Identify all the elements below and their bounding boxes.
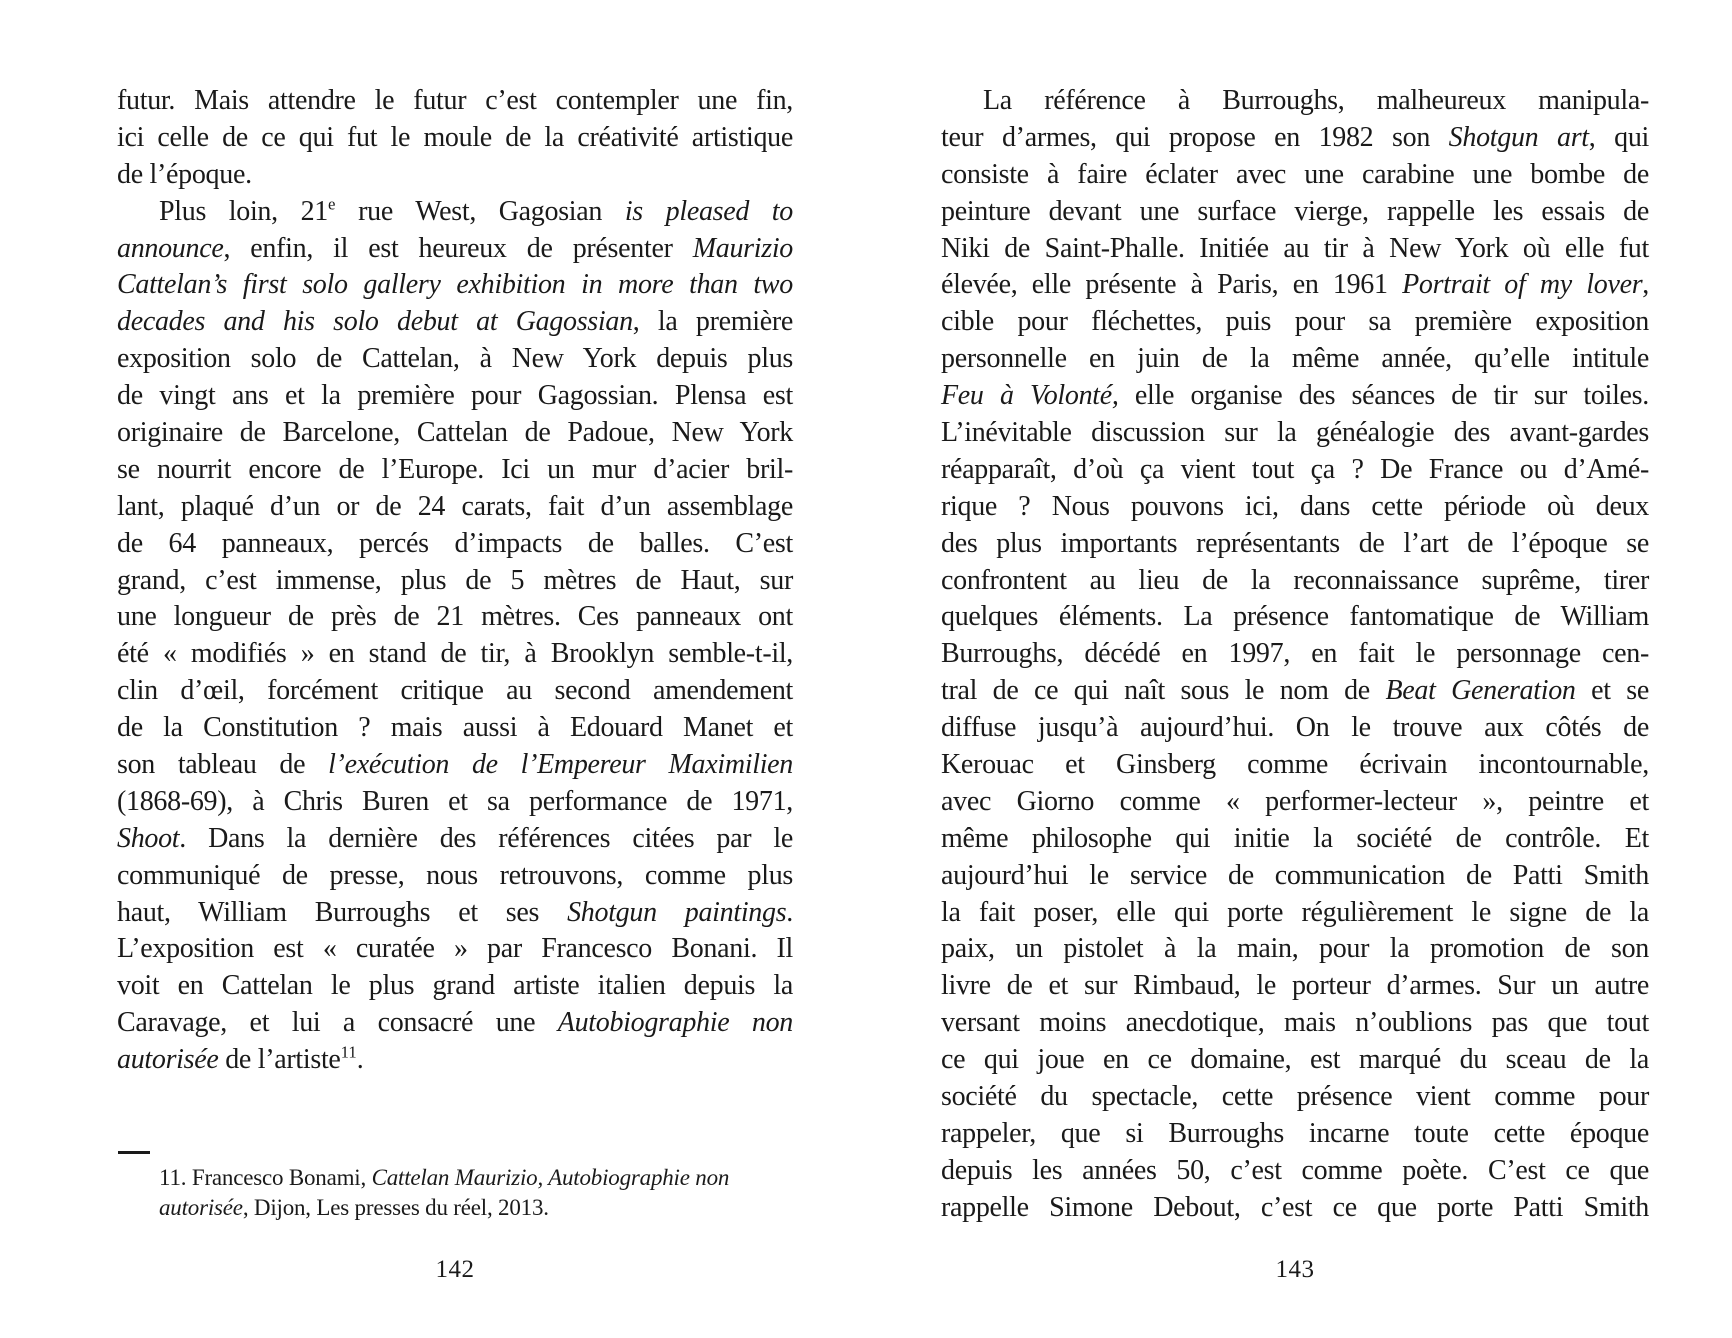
text-line: de la Constitution ? mais aussi à Edouard Manet et	[117, 712, 793, 744]
text-line: peinture devant une surface vierge, rappelle les essais de	[941, 195, 1649, 227]
text-line: rique ? Nous pouvons ici, dans cette période où deux	[941, 490, 1649, 522]
text-line: une longueur de près de 21 mètres. Ces panneaux ont	[117, 601, 793, 633]
text-line: depuis les années 50, c’est comme poète. C’est ce que	[941, 1154, 1649, 1186]
text-line: tral de ce qui naît sous le nom de Beat Generation et se	[941, 675, 1649, 707]
text-line: teur d’armes, qui propose en 1982 son Shotgun art, qui	[941, 121, 1650, 153]
page-left-text-column	[117, 83, 793, 1079]
page-right	[941, 0, 1649, 1338]
text-line: aujourd’hui le service de communication de Patti Smith	[941, 859, 1649, 891]
text-line: autorisée de l’artiste$^{11}$.	[117, 1042, 364, 1076]
text-line: été « modifiés » en stand de tir, à Brooklyn semble-t-il,	[117, 638, 793, 670]
footnote-rule	[118, 1151, 150, 1154]
text-line: personnelle en juin de la même année, qu’elle intitule	[941, 343, 1649, 375]
text-line: versant moins anecdotique, mais n’oublions pas que tout	[941, 1007, 1649, 1039]
text-line: se nourrit encore de l’Europe. Ici un mur d’acier bril-	[117, 453, 793, 485]
text-line: grand, c’est immense, plus de 5 mètres de Haut, sur	[117, 564, 793, 596]
text-line: decades and his solo debut at Gagossian, la première	[117, 306, 793, 338]
page-number-left: 142	[435, 1256, 475, 1283]
text-line: ici celle de ce qui fut le moule de la créativité artistique	[117, 121, 793, 153]
text-line: société du spectacle, cette présence vient comme pour	[941, 1081, 1649, 1113]
text-line: de l’époque.	[117, 158, 252, 190]
text-line: des plus importants représentants de l’art de l’époque se	[941, 527, 1649, 559]
text-line: quelques éléments. La présence fantomatique de William	[941, 601, 1649, 633]
text-line: consiste à faire éclater avec une carabine une bombe de	[941, 158, 1649, 190]
text-line: clin d’œil, forcément critique au second amendement	[117, 675, 793, 707]
text-line: avec Giorno comme « performer-lecteur », peintre et	[941, 785, 1649, 817]
text-line: futur. Mais attendre le futur c’est contempler une fin,	[117, 85, 793, 116]
text-line: rappelle Simone Debout, c’est ce que porte Patti Smith	[941, 1191, 1649, 1223]
text-line: diffuse jusqu’à aujourd’hui. On le trouve aux côtés de	[941, 712, 1649, 744]
text-line: de 64 panneaux, percés d’impacts de balles. C’est	[117, 527, 793, 559]
text-line: announce, enfin, il est heureux de présenter Maurizio	[117, 232, 793, 264]
text-line: la fait poser, elle qui porte régulièrement le signe de la	[941, 896, 1649, 928]
text-line: Feu à Volonté, elle organise des séances de tir sur toiles.	[941, 380, 1649, 412]
page-number-right: 143	[1275, 1256, 1315, 1283]
text-line: La référence à Burroughs, malheureux manipula-	[983, 85, 1649, 116]
page-left	[117, 0, 793, 1338]
footnote-line: autorisée, Dijon, Les presses du réel, 2013.	[159, 1195, 549, 1220]
footnote-section	[117, 1151, 793, 1223]
text-line: paix, un pistolet à la main, pour la promotion de son	[941, 933, 1649, 965]
text-line: Niki de Saint-Phalle. Initiée au tir à New York où elle fut	[941, 232, 1649, 264]
text-line: confrontent au lieu de la reconnaissance suprême, tirer	[941, 564, 1649, 596]
text-line: L’exposition est « curatée » par Francesco Bonani. Il	[117, 933, 793, 965]
text-line: ce qui joue en ce domaine, est marqué du sceau de la	[941, 1044, 1649, 1076]
text-line: élevée, elle présente à Paris, en 1961 Portrait of my lover,	[941, 269, 1649, 301]
text-line: cible pour fléchettes, puis pour sa première exposition	[941, 306, 1649, 338]
text-line: même philosophe qui initie la société de contrôle. Et	[941, 822, 1649, 854]
text-line: son tableau de l’exécution de l’Empereur Maximilien	[117, 749, 794, 781]
text-line: de vingt ans et la première pour Gagossian. Plensa est	[117, 380, 793, 412]
text-line: exposition solo de Cattelan, à New York depuis plus	[117, 343, 793, 375]
text-line: lant, plaqué d’un or de 24 carats, fait d’un assemblage	[117, 490, 793, 522]
text-line: Caravage, et lui a consacré une Autobiographie non	[117, 1007, 793, 1039]
text-line: Cattelan’s first solo gallery exhibition in more than two	[117, 269, 793, 301]
text-line: Burroughs, décédé en 1997, en fait le personnage cen-	[941, 638, 1649, 670]
text-line: Kerouac et Ginsberg comme écrivain incontournable,	[941, 749, 1649, 781]
text-line: originaire de Barcelone, Cattelan de Padoue, New York	[117, 417, 793, 449]
footnote-text	[117, 1163, 793, 1223]
text-line: (1868-69), à Chris Buren et sa performance de 1971,	[117, 785, 793, 817]
text-line: rappeler, que si Burroughs incarne toute cette époque	[941, 1117, 1649, 1149]
footnote-line: 11. Francesco Bonami, Cattelan Maurizio, Autobiographie non	[159, 1165, 730, 1190]
page-right-text-column	[941, 83, 1649, 1227]
text-line: Plus loin, 21e rue West, Gagosian is pleased to	[159, 194, 793, 227]
text-line: voit en Cattelan le plus grand artiste italien depuis la	[117, 970, 793, 1002]
text-line: réapparaît, d’où ça vient tout ça ? De France ou d’Amé-	[941, 453, 1649, 485]
text-line: haut, William Burroughs et ses Shotgun paintings.	[117, 896, 793, 928]
text-line: livre de et sur Rimbaud, le porteur d’armes. Sur un autre	[941, 970, 1649, 1002]
text-line: L’inévitable discussion sur la généalogie des avant-gardes	[941, 417, 1649, 449]
text-line: communiqué de presse, nous retrouvons, comme plus	[117, 859, 793, 891]
text-line: Shoot. Dans la dernière des références citées par le	[117, 822, 793, 854]
